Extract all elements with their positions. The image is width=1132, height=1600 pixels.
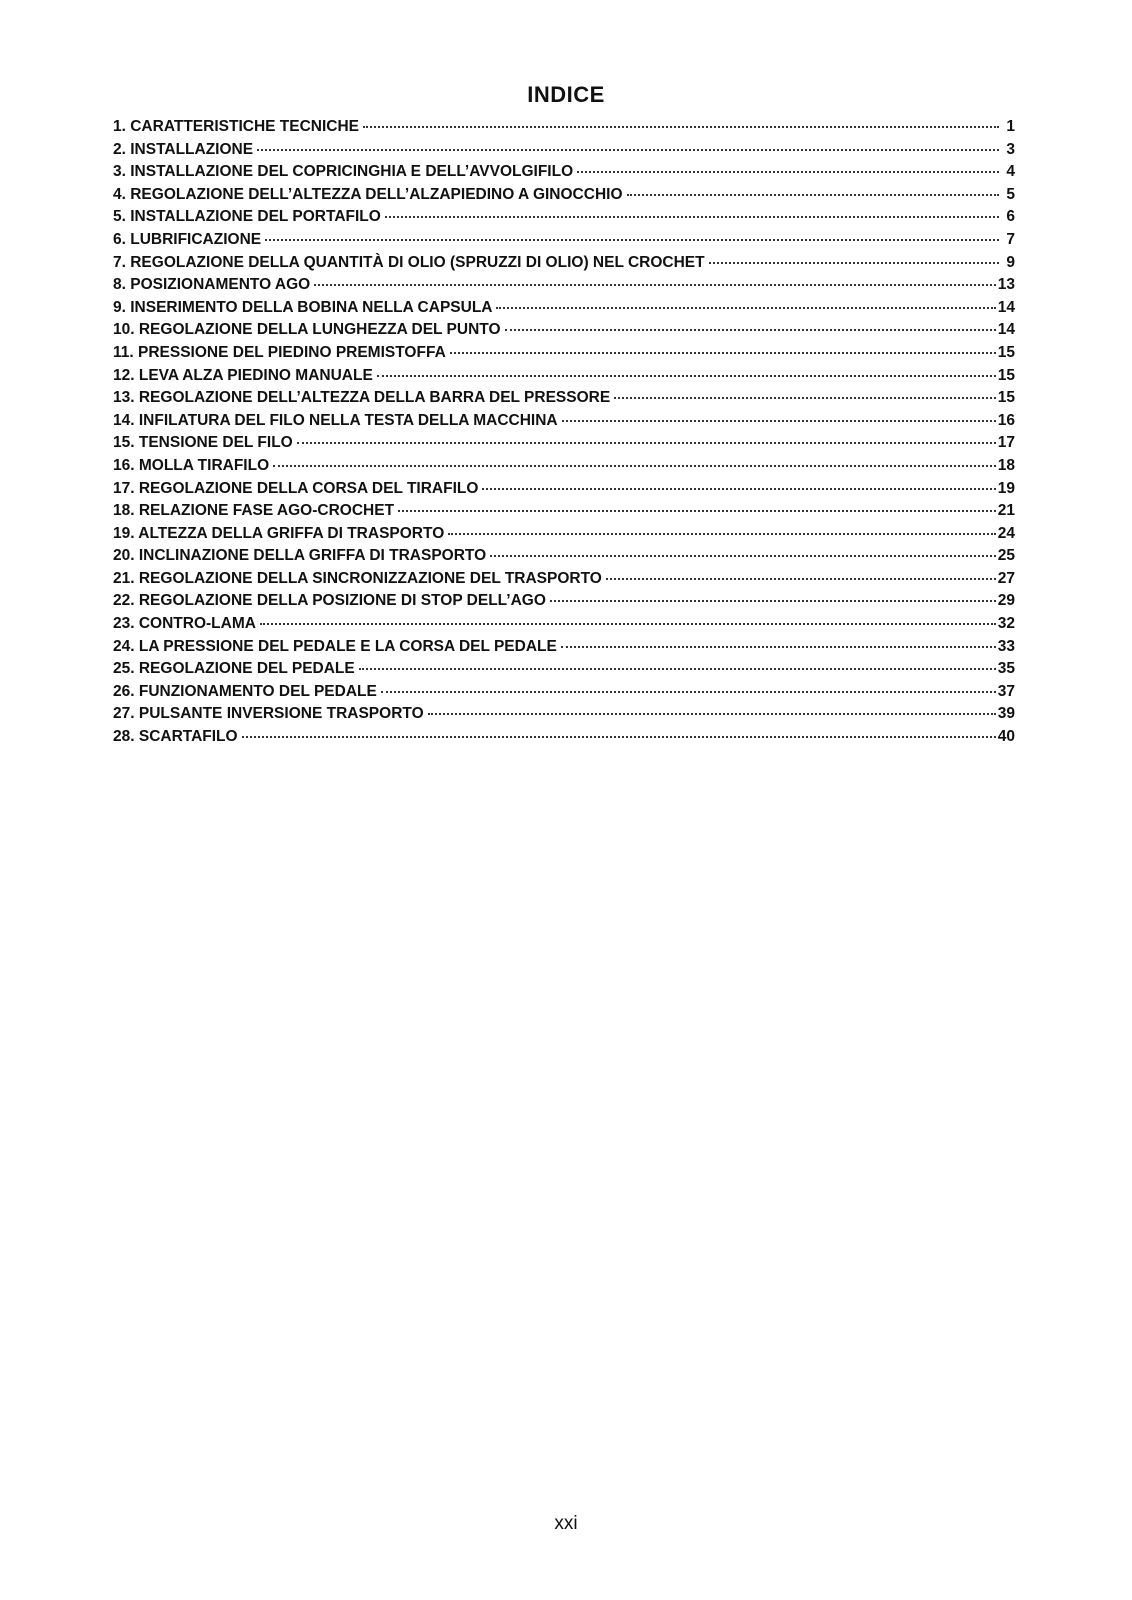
toc-entry-page-number: 14 — [997, 321, 1015, 339]
toc-entry-label: 23. CONTRO-LAMA — [113, 615, 256, 633]
toc-entry — [113, 683, 1015, 706]
toc-entry-label: 25. REGOLAZIONE DEL PEDALE — [113, 660, 355, 678]
toc-entry-label: 27. PULSANTE INVERSIONE TRASPORTO — [113, 705, 424, 723]
toc-entry-label: 28. SCARTAFILO — [113, 728, 238, 746]
toc-entry-page-number: 35 — [997, 660, 1015, 678]
toc-entry-page-number: 15 — [997, 343, 1015, 361]
toc-entry-page-number: 29 — [997, 592, 1015, 610]
toc-dot-leader — [297, 442, 996, 444]
toc-entry-page-number: 7 — [1006, 230, 1015, 248]
toc-entry-page-number: 24 — [997, 524, 1015, 542]
toc-entry-label: 19. ALTEZZA DELLA GRIFFA DI TRASPORTO — [113, 524, 445, 542]
toc-entry-page-number: 40 — [997, 728, 1015, 746]
toc-dot-leader — [398, 510, 996, 512]
toc-entry-page-number: 4 — [1006, 163, 1015, 181]
toc-dot-leader — [265, 239, 999, 241]
toc-dot-leader — [450, 352, 996, 354]
toc-entry — [113, 638, 1015, 661]
toc-dot-leader — [496, 307, 995, 309]
toc-entry-page-number: 6 — [1006, 208, 1015, 226]
toc-dot-leader — [385, 216, 999, 218]
toc-entry-label: 8. POSIZIONAMENTO AGO — [113, 276, 311, 294]
toc-entry — [113, 547, 1015, 570]
toc-entry-page-number: 39 — [997, 705, 1015, 723]
toc-entry-page-number: 21 — [997, 502, 1015, 520]
toc-entry-label: 20. INCLINAZIONE DELLA GRIFFA DI TRASPORTO — [113, 547, 487, 565]
toc-entry — [113, 208, 1015, 231]
toc-entry — [113, 457, 1015, 480]
toc-entry — [113, 434, 1015, 457]
toc-dot-leader — [242, 736, 996, 738]
toc-dot-leader — [482, 488, 995, 490]
toc-entry — [113, 231, 1015, 254]
toc-entry-label: 13. REGOLAZIONE DELL’ALTEZZA DELLA BARRA DEL PRESSORE — [113, 389, 611, 407]
toc-entry-label: 24. LA PRESSIONE DEL PEDALE E LA CORSA DEL PEDALE — [113, 637, 557, 655]
toc-entry-page-number: 13 — [997, 276, 1015, 294]
toc-entry — [113, 480, 1015, 503]
toc-entry — [113, 276, 1015, 299]
toc-entry-page-number: 32 — [997, 615, 1015, 633]
toc-entry-label: 5. INSTALLAZIONE DEL PORTAFILO — [113, 208, 381, 226]
toc-entry — [113, 592, 1015, 615]
toc-entry — [113, 163, 1015, 186]
toc-entry — [113, 705, 1015, 728]
toc-entry — [113, 186, 1015, 209]
toc-dot-leader — [614, 397, 996, 399]
toc-entry — [113, 389, 1015, 412]
toc-entry — [113, 502, 1015, 525]
toc-entry-label: 26. FUNZIONAMENTO DEL PEDALE — [113, 682, 377, 700]
toc-entry-label: 18. RELAZIONE FASE AGO-CROCHET — [113, 502, 395, 520]
toc-entry — [113, 299, 1015, 322]
toc-entry — [113, 118, 1015, 141]
toc-entry-label: 4. REGOLAZIONE DELL’ALTEZZA DELL’ALZAPIEDINO A GINOCCHIO — [113, 185, 623, 203]
toc-entry-label: 3. INSTALLAZIONE DEL COPRICINGHIA E DELL’AVVOLGIFILO — [113, 163, 574, 181]
toc-entry — [113, 660, 1015, 683]
toc-dot-leader — [260, 623, 996, 625]
toc-entry-label: 15. TENSIONE DEL FILO — [113, 434, 293, 452]
toc-entry — [113, 344, 1015, 367]
toc-entry — [113, 254, 1015, 277]
toc-entry — [113, 412, 1015, 435]
toc-dot-leader — [562, 420, 996, 422]
page-number: xxi — [554, 1513, 578, 1534]
toc-dot-leader — [363, 126, 999, 128]
toc-entry-page-number: 37 — [997, 682, 1015, 700]
toc-dot-leader — [490, 555, 996, 557]
toc-entry-label: 2. INSTALLAZIONE — [113, 140, 254, 158]
page-title: INDICE — [527, 82, 605, 107]
toc-entry-page-number: 14 — [997, 298, 1015, 316]
toc-entry-label: 21. REGOLAZIONE DELLA SINCRONIZZAZIONE DEL TRASPORTO — [113, 569, 602, 587]
toc-entry-page-number: 25 — [997, 547, 1015, 565]
toc-entry-label: 6. LUBRIFICAZIONE — [113, 230, 262, 248]
toc-entry-page-number: 27 — [997, 569, 1015, 587]
toc-entry-label: 16. MOLLA TIRAFILO — [113, 456, 270, 474]
toc-entry-label: 10. REGOLAZIONE DELLA LUNGHEZZA DEL PUNTO — [113, 321, 501, 339]
toc-entry — [113, 615, 1015, 638]
toc-entry-page-number: 33 — [997, 637, 1015, 655]
toc-dot-leader — [381, 691, 996, 693]
toc-dot-leader — [606, 578, 996, 580]
toc-dot-leader — [448, 533, 996, 535]
toc-entry — [113, 367, 1015, 390]
toc-entry-page-number: 9 — [1006, 253, 1015, 271]
toc-entry — [113, 728, 1015, 751]
toc-entry-label: 14. INFILATURA DEL FILO NELLA TESTA DELLA MACCHINA — [113, 411, 558, 429]
toc-entry-label: 11. PRESSIONE DEL PIEDINO PREMISTOFFA — [113, 343, 446, 361]
toc-dot-leader — [314, 284, 996, 286]
toc-entry-label: 22. REGOLAZIONE DELLA POSIZIONE DI STOP DELL’AGO — [113, 592, 546, 610]
toc-entry-page-number: 16 — [997, 411, 1015, 429]
toc-entry-page-number: 5 — [1006, 185, 1015, 203]
toc-entry-page-number: 15 — [997, 389, 1015, 407]
toc-dot-leader — [377, 375, 996, 377]
toc-dot-leader — [428, 713, 996, 715]
toc-dot-leader — [561, 646, 996, 648]
toc-entry-page-number: 15 — [997, 366, 1015, 384]
toc-entry — [113, 141, 1015, 164]
toc-entry — [113, 570, 1015, 593]
toc-entry-label: 17. REGOLAZIONE DELLA CORSA DEL TIRAFILO — [113, 479, 479, 497]
toc-dot-leader — [257, 149, 999, 151]
toc-dot-leader — [627, 194, 1000, 196]
toc-entry — [113, 321, 1015, 344]
toc-entry-label: 9. INSERIMENTO DELLA BOBINA NELLA CAPSULA — [113, 298, 493, 316]
toc-dot-leader — [359, 668, 996, 670]
toc-dot-leader — [505, 329, 996, 331]
toc-entry-label: 7. REGOLAZIONE DELLA QUANTITÀ DI OLIO (SPRUZZI DI OLIO) NEL CROCHET — [113, 253, 705, 271]
toc-dot-leader — [273, 465, 996, 467]
toc-entry-label: 1. CARATTERISTICHE TECNICHE — [113, 118, 360, 135]
toc-entry-page-number: 1 — [1006, 118, 1015, 135]
toc-dot-leader — [709, 262, 999, 264]
table-of-contents — [113, 118, 1015, 751]
toc-entry-label: 12. LEVA ALZA PIEDINO MANUALE — [113, 366, 373, 384]
toc-entry — [113, 525, 1015, 548]
toc-dot-leader — [550, 600, 996, 602]
toc-entry-page-number: 19 — [997, 479, 1015, 497]
toc-entry-page-number: 18 — [997, 456, 1015, 474]
toc-entry-page-number: 17 — [997, 434, 1015, 452]
toc-dot-leader — [577, 171, 999, 173]
toc-entry-page-number: 3 — [1006, 140, 1015, 158]
